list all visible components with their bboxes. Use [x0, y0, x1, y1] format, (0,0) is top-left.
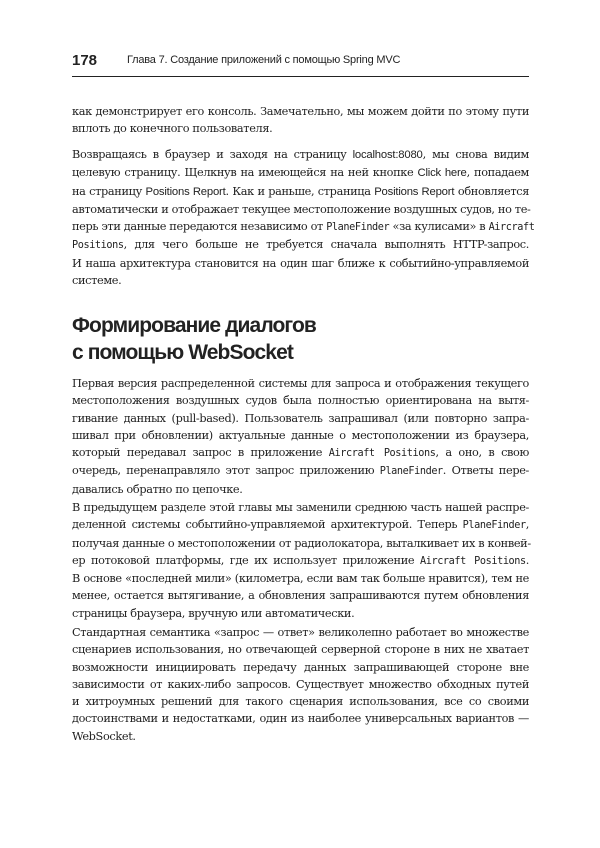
text-line: шивал при обновлении) актуальные данные о местоположении из браузера, [72, 428, 529, 442]
text-line: системе. [72, 274, 122, 288]
text-line: автоматически и отображает текущее местоположение воздушных судов, но те- [72, 202, 531, 216]
text-line: В предыдущем разделе этой главы мы заменили среднюю часть нашей распре- [72, 501, 529, 514]
text-line: очередь, перенаправляло этот запрос приложению PlaneFinder. Ответы пере- [72, 464, 529, 478]
ui-label-text: Positions Report [374, 185, 455, 198]
paragraph-5 [72, 624, 529, 745]
ui-label-text: Click here [417, 167, 467, 180]
text-line: Стандартная семантика «запрос — ответ» великолепно работает во множестве [72, 626, 529, 639]
ui-label-text: Positions Report [145, 185, 226, 198]
code-text: Aircraft [488, 222, 535, 234]
text-line: целевую страницу. Щелкнув на имеющейся на ней кнопке Click here, попадаем [72, 166, 529, 180]
text-line: вплоть до конечного пользователя. [72, 122, 273, 136]
text-line: деленной системы событийно-управляемой архитектурой. Теперь PlaneFinder, [72, 518, 529, 532]
heading-line: Формирование диалогов [72, 314, 316, 337]
url-text: localhost:8080 [352, 149, 423, 161]
paragraph-1 [72, 103, 529, 138]
text-line: сценариев использования, но отвечающей серверной стороне в них не хватает [72, 643, 529, 657]
text-line: возможности инициировать передачу данных запрашивающей стороне вне [72, 660, 529, 674]
text-line: давались обратно по цепочке. [72, 482, 243, 496]
text-line: И наша архитектура становится на один шаг ближе к событийно-управляемой [72, 256, 529, 270]
paragraph-4 [72, 499, 529, 622]
text-line: зависимости от каких-либо запросов. Существует множество обходных путей [72, 677, 529, 691]
code-text: Aircraft Positions [328, 448, 436, 460]
text-line: Positions, для чего больше не требуется сначала выполнять HTTP-запрос. [72, 238, 529, 252]
running-header [72, 52, 529, 77]
code-text: Aircraft Positions [420, 555, 526, 567]
code-text: PlaneFinder [462, 520, 526, 532]
text-line: В основе «последней мили» (километра, если вам так больше нравится), тем не [72, 572, 529, 586]
text-line: ер потоковой платформы, где их использует приложение Aircraft Positions. [72, 553, 529, 567]
heading-line: с помощью WebSocket [72, 341, 293, 364]
text-line: достоинствами и недостатками, один из наиболее универсальных вариантов — [72, 712, 529, 726]
text-line: на страницу Positions Report. Как и раньше, страница Positions Report обновляется [72, 184, 529, 198]
text-line: страницы браузера, вручную или автоматически. [72, 606, 355, 620]
text-line: перь эти данные передаются независимо от PlaneFinder «за кулисами» в Aircraft [72, 220, 535, 234]
paragraph-3 [72, 375, 529, 498]
text-line: как демонстрирует его консоль. Замечательно, мы можем дойти по этому пути [72, 105, 529, 118]
text-line: получая данные о местоположении от радиолокатора, выталкивает их в конвей- [72, 536, 531, 550]
text-line: WebSocket. [72, 729, 136, 743]
chapter-title: Глава 7. Создание приложений с помощью Spring MVC [127, 54, 401, 66]
text-line: и хитроумных решений для такого сценария использования, все со своими [72, 695, 529, 709]
code-text: PlaneFinder [379, 466, 443, 478]
text-line: менее, остается вытягивание, а обновления запрашиваются путем обновления [72, 589, 529, 603]
paragraph-2 [72, 146, 535, 289]
text-line: гивание данных (pull-based). Пользователь запрашивал (или повторно запра- [72, 411, 529, 425]
code-text: Positions [72, 240, 124, 252]
text-line: который передавал запрос в приложение Aircraft Positions, а оно, в свою [72, 446, 529, 460]
text-line: местоположения воздушных судов была полностью ориентирована на вытя- [72, 394, 529, 408]
section-heading [72, 312, 529, 366]
text-line: Первая версия распределенной системы для запроса и отображения текущего [72, 377, 529, 390]
page-number: 178 [72, 52, 98, 69]
text-line: Возвращаясь в браузер и заходя на страницу localhost:8080, мы снова видим [72, 148, 529, 161]
code-text: PlaneFinder [326, 222, 390, 234]
